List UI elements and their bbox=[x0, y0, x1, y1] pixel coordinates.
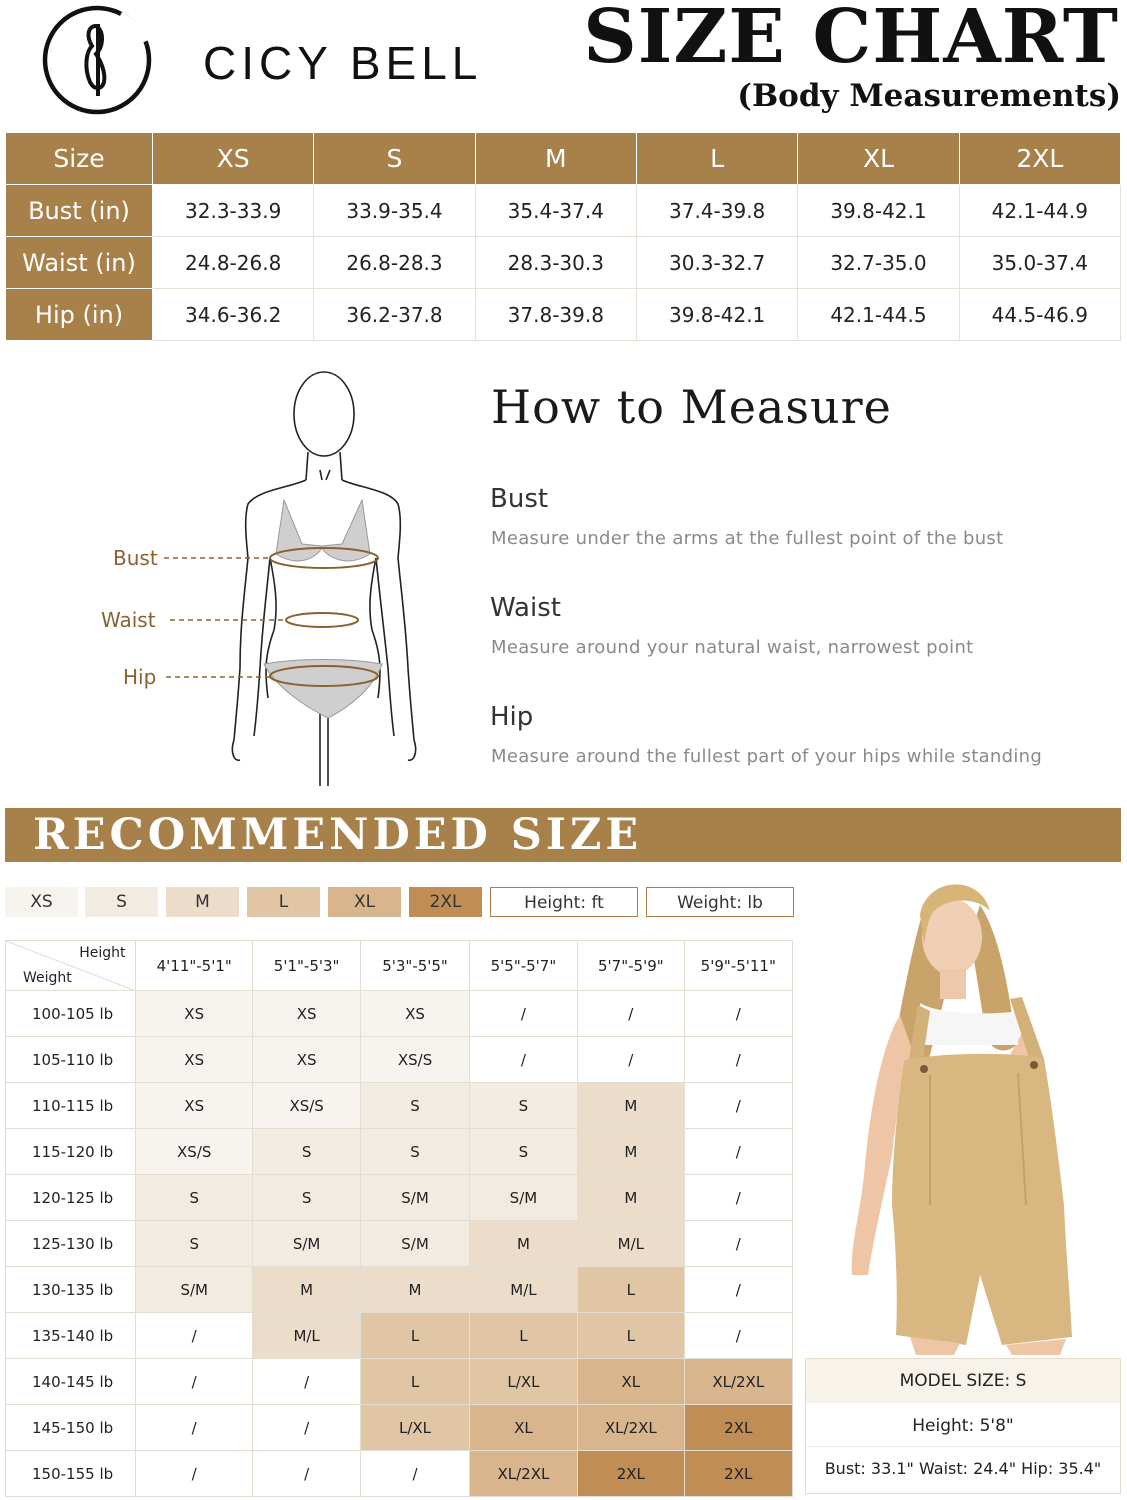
size-cell: S/M bbox=[252, 1221, 360, 1267]
table-row bbox=[6, 1313, 793, 1359]
table-row bbox=[6, 1267, 793, 1313]
size-cell: / bbox=[469, 991, 577, 1037]
size-cell: / bbox=[578, 1037, 684, 1083]
size-cell: / bbox=[252, 1451, 360, 1497]
measurement-cell: 42.1-44.9 bbox=[959, 185, 1120, 237]
size-cell: S bbox=[252, 1129, 360, 1175]
measurement-row-label: Bust (in) bbox=[6, 185, 153, 237]
measurement-row bbox=[6, 185, 1121, 237]
measurement-cell: 37.4-39.8 bbox=[636, 185, 797, 237]
size-cell: XL/2XL bbox=[578, 1405, 684, 1451]
size-cell: M/L bbox=[252, 1313, 360, 1359]
size-cell: / bbox=[684, 991, 792, 1037]
size-cell: S bbox=[361, 1129, 469, 1175]
legend-m: M bbox=[166, 887, 239, 917]
size-cell: M bbox=[578, 1175, 684, 1221]
size-cell: / bbox=[684, 1175, 792, 1221]
measurement-row bbox=[6, 289, 1121, 341]
weight-label: 100-105 lb bbox=[6, 991, 136, 1037]
size-cell: XL/2XL bbox=[469, 1451, 577, 1497]
height-header: 4'11"-5'1" bbox=[136, 941, 252, 991]
recommended-banner bbox=[5, 808, 1121, 862]
recommended-size-table bbox=[5, 940, 793, 1497]
size-header: L bbox=[636, 133, 797, 185]
size-cell: L bbox=[361, 1359, 469, 1405]
size-cell: XS/S bbox=[361, 1037, 469, 1083]
size-cell: L bbox=[578, 1267, 684, 1313]
weight-label: 150-155 lb bbox=[6, 1451, 136, 1497]
legend-s: S bbox=[85, 887, 158, 917]
legend-height-unit: Height: ft bbox=[490, 887, 638, 917]
table-row bbox=[6, 1083, 793, 1129]
height-header: 5'9"-5'11" bbox=[684, 941, 792, 991]
size-header: 2XL bbox=[959, 133, 1120, 185]
measurement-row-label: Waist (in) bbox=[6, 237, 153, 289]
weight-label: 130-135 lb bbox=[6, 1267, 136, 1313]
size-cell: / bbox=[684, 1083, 792, 1129]
body-measurement-table bbox=[5, 132, 1121, 341]
measure-bust-heading: Bust bbox=[490, 484, 549, 514]
size-cell: / bbox=[684, 1267, 792, 1313]
table-row bbox=[6, 1221, 793, 1267]
legend-xs: XS bbox=[5, 887, 78, 917]
size-cell: / bbox=[252, 1359, 360, 1405]
size-header: S bbox=[314, 133, 475, 185]
height-header: 5'7"-5'9" bbox=[578, 941, 684, 991]
how-to-measure-title: How to Measure bbox=[491, 380, 892, 434]
model-photo bbox=[830, 875, 1120, 1355]
size-cell: S/M bbox=[361, 1175, 469, 1221]
size-cell: / bbox=[136, 1313, 252, 1359]
measurement-cell: 35.0-37.4 bbox=[959, 237, 1120, 289]
size-cell: XL/2XL bbox=[684, 1359, 792, 1405]
weight-label: 115-120 lb bbox=[6, 1129, 136, 1175]
legend-l: L bbox=[247, 887, 320, 917]
height-header: 5'1"-5'3" bbox=[252, 941, 360, 991]
size-cell: 2XL bbox=[578, 1451, 684, 1497]
table-row bbox=[6, 991, 793, 1037]
size-header-row bbox=[6, 133, 1121, 185]
measurement-cell: 24.8-26.8 bbox=[153, 237, 314, 289]
height-header: 5'3"-5'5" bbox=[361, 941, 469, 991]
figure-label-hip: Hip bbox=[123, 665, 157, 689]
weight-label: 125-130 lb bbox=[6, 1221, 136, 1267]
size-header: M bbox=[475, 133, 636, 185]
size-header-corner: Size bbox=[6, 133, 153, 185]
measure-waist-heading: Waist bbox=[490, 593, 561, 623]
size-header: XL bbox=[798, 133, 959, 185]
size-header: XS bbox=[153, 133, 314, 185]
figure-label-bust: Bust bbox=[113, 546, 158, 570]
size-cell: / bbox=[469, 1037, 577, 1083]
size-cell: S bbox=[136, 1221, 252, 1267]
size-cell: M/L bbox=[578, 1221, 684, 1267]
size-cell: S bbox=[469, 1083, 577, 1129]
measure-bust-desc: Measure under the arms at the fullest point of the bust bbox=[491, 528, 1004, 549]
measurement-row-label: Hip (in) bbox=[6, 289, 153, 341]
model-height: Height: 5'8" bbox=[806, 1405, 1120, 1447]
size-cell: / bbox=[252, 1405, 360, 1451]
size-cell: / bbox=[684, 1037, 792, 1083]
measurement-cell: 37.8-39.8 bbox=[475, 289, 636, 341]
figure-label-waist: Waist bbox=[101, 608, 156, 632]
size-cell: M bbox=[252, 1267, 360, 1313]
measurement-cell: 32.3-33.9 bbox=[153, 185, 314, 237]
size-cell: / bbox=[361, 1451, 469, 1497]
size-cell: M bbox=[578, 1129, 684, 1175]
size-cell: M bbox=[469, 1221, 577, 1267]
weight-label: 140-145 lb bbox=[6, 1359, 136, 1405]
measurement-cell: 39.8-42.1 bbox=[798, 185, 959, 237]
weight-label: 135-140 lb bbox=[6, 1313, 136, 1359]
size-cell: XL bbox=[578, 1359, 684, 1405]
table-row bbox=[6, 1405, 793, 1451]
size-cell: L bbox=[469, 1313, 577, 1359]
size-cell: L/XL bbox=[469, 1359, 577, 1405]
measurement-cell: 32.7-35.0 bbox=[798, 237, 959, 289]
size-cell: L bbox=[361, 1313, 469, 1359]
size-cell: / bbox=[684, 1221, 792, 1267]
measurement-cell: 36.2-37.8 bbox=[314, 289, 475, 341]
recommended-banner-title: RECOMMENDED SIZE bbox=[33, 810, 643, 860]
model-measurements: Bust: 33.1" Waist: 24.4" Hip: 35.4" bbox=[824, 1459, 1102, 1478]
size-cell: S bbox=[252, 1175, 360, 1221]
page-title: SIZE CHART bbox=[583, 0, 1119, 80]
size-cell: / bbox=[684, 1313, 792, 1359]
size-cell: L/XL bbox=[361, 1405, 469, 1451]
size-cell: XS bbox=[361, 991, 469, 1037]
size-cell: XS/S bbox=[136, 1129, 252, 1175]
size-cell: / bbox=[136, 1451, 252, 1497]
table-row bbox=[6, 1359, 793, 1405]
size-cell: / bbox=[136, 1359, 252, 1405]
size-cell: S/M bbox=[136, 1267, 252, 1313]
size-cell: XS bbox=[252, 1037, 360, 1083]
weight-label: 145-150 lb bbox=[6, 1405, 136, 1451]
measurement-cell: 39.8-42.1 bbox=[636, 289, 797, 341]
measurement-cell: 28.3-30.3 bbox=[475, 237, 636, 289]
corner-height-label: Height bbox=[79, 945, 126, 961]
size-cell: 2XL bbox=[684, 1405, 792, 1451]
weight-label: 120-125 lb bbox=[6, 1175, 136, 1221]
brand-logo-icon bbox=[40, 2, 158, 118]
legend-2xl: 2XL bbox=[409, 887, 482, 917]
body-figure-illustration bbox=[98, 368, 438, 788]
measurement-cell: 26.8-28.3 bbox=[314, 237, 475, 289]
measure-waist-desc: Measure around your natural waist, narrowest point bbox=[491, 637, 974, 658]
legend-weight-unit: Weight: lb bbox=[646, 887, 794, 917]
weight-label: 110-115 lb bbox=[6, 1083, 136, 1129]
size-cell: 2XL bbox=[684, 1451, 792, 1497]
measurement-cell: 44.5-46.9 bbox=[959, 289, 1120, 341]
corner-weight-label: Weight bbox=[23, 970, 72, 986]
table-corner bbox=[6, 941, 136, 991]
size-cell: S/M bbox=[361, 1221, 469, 1267]
size-cell: XS bbox=[136, 1037, 252, 1083]
size-cell: M bbox=[361, 1267, 469, 1313]
table-row bbox=[6, 1175, 793, 1221]
size-cell: / bbox=[136, 1405, 252, 1451]
measurement-cell: 30.3-32.7 bbox=[636, 237, 797, 289]
measurement-cell: 33.9-35.4 bbox=[314, 185, 475, 237]
model-size-box bbox=[805, 1358, 1121, 1494]
measure-hip-heading: Hip bbox=[490, 702, 534, 732]
measurement-cell: 42.1-44.5 bbox=[798, 289, 959, 341]
size-cell: / bbox=[684, 1129, 792, 1175]
size-cell: S bbox=[136, 1175, 252, 1221]
brand-name: CICY BELL bbox=[203, 37, 483, 89]
measurement-row bbox=[6, 237, 1121, 289]
measure-hip-desc: Measure around the fullest part of your hips while standing bbox=[491, 746, 1043, 767]
table-row bbox=[6, 1037, 793, 1083]
legend-xl: XL bbox=[328, 887, 401, 917]
weight-label: 105-110 lb bbox=[6, 1037, 136, 1083]
size-cell: XS/S bbox=[252, 1083, 360, 1129]
table-row bbox=[6, 1129, 793, 1175]
size-cell: XS bbox=[136, 1083, 252, 1129]
size-cell: M/L bbox=[469, 1267, 577, 1313]
height-header: 5'5"-5'7" bbox=[469, 941, 577, 991]
measurement-cell: 35.4-37.4 bbox=[475, 185, 636, 237]
size-cell: XS bbox=[136, 991, 252, 1037]
size-cell: XS bbox=[252, 991, 360, 1037]
model-size: MODEL SIZE: S bbox=[806, 1359, 1120, 1403]
size-cell: M bbox=[578, 1083, 684, 1129]
size-cell: / bbox=[578, 991, 684, 1037]
measurement-cell: 34.6-36.2 bbox=[153, 289, 314, 341]
table-row bbox=[6, 1451, 793, 1497]
size-cell: L bbox=[578, 1313, 684, 1359]
size-cell: XL bbox=[469, 1405, 577, 1451]
page-subtitle: (Body Measurements) bbox=[737, 78, 1121, 114]
size-cell: S bbox=[361, 1083, 469, 1129]
size-cell: S/M bbox=[469, 1175, 577, 1221]
height-header-row bbox=[6, 941, 793, 991]
size-cell: S bbox=[469, 1129, 577, 1175]
